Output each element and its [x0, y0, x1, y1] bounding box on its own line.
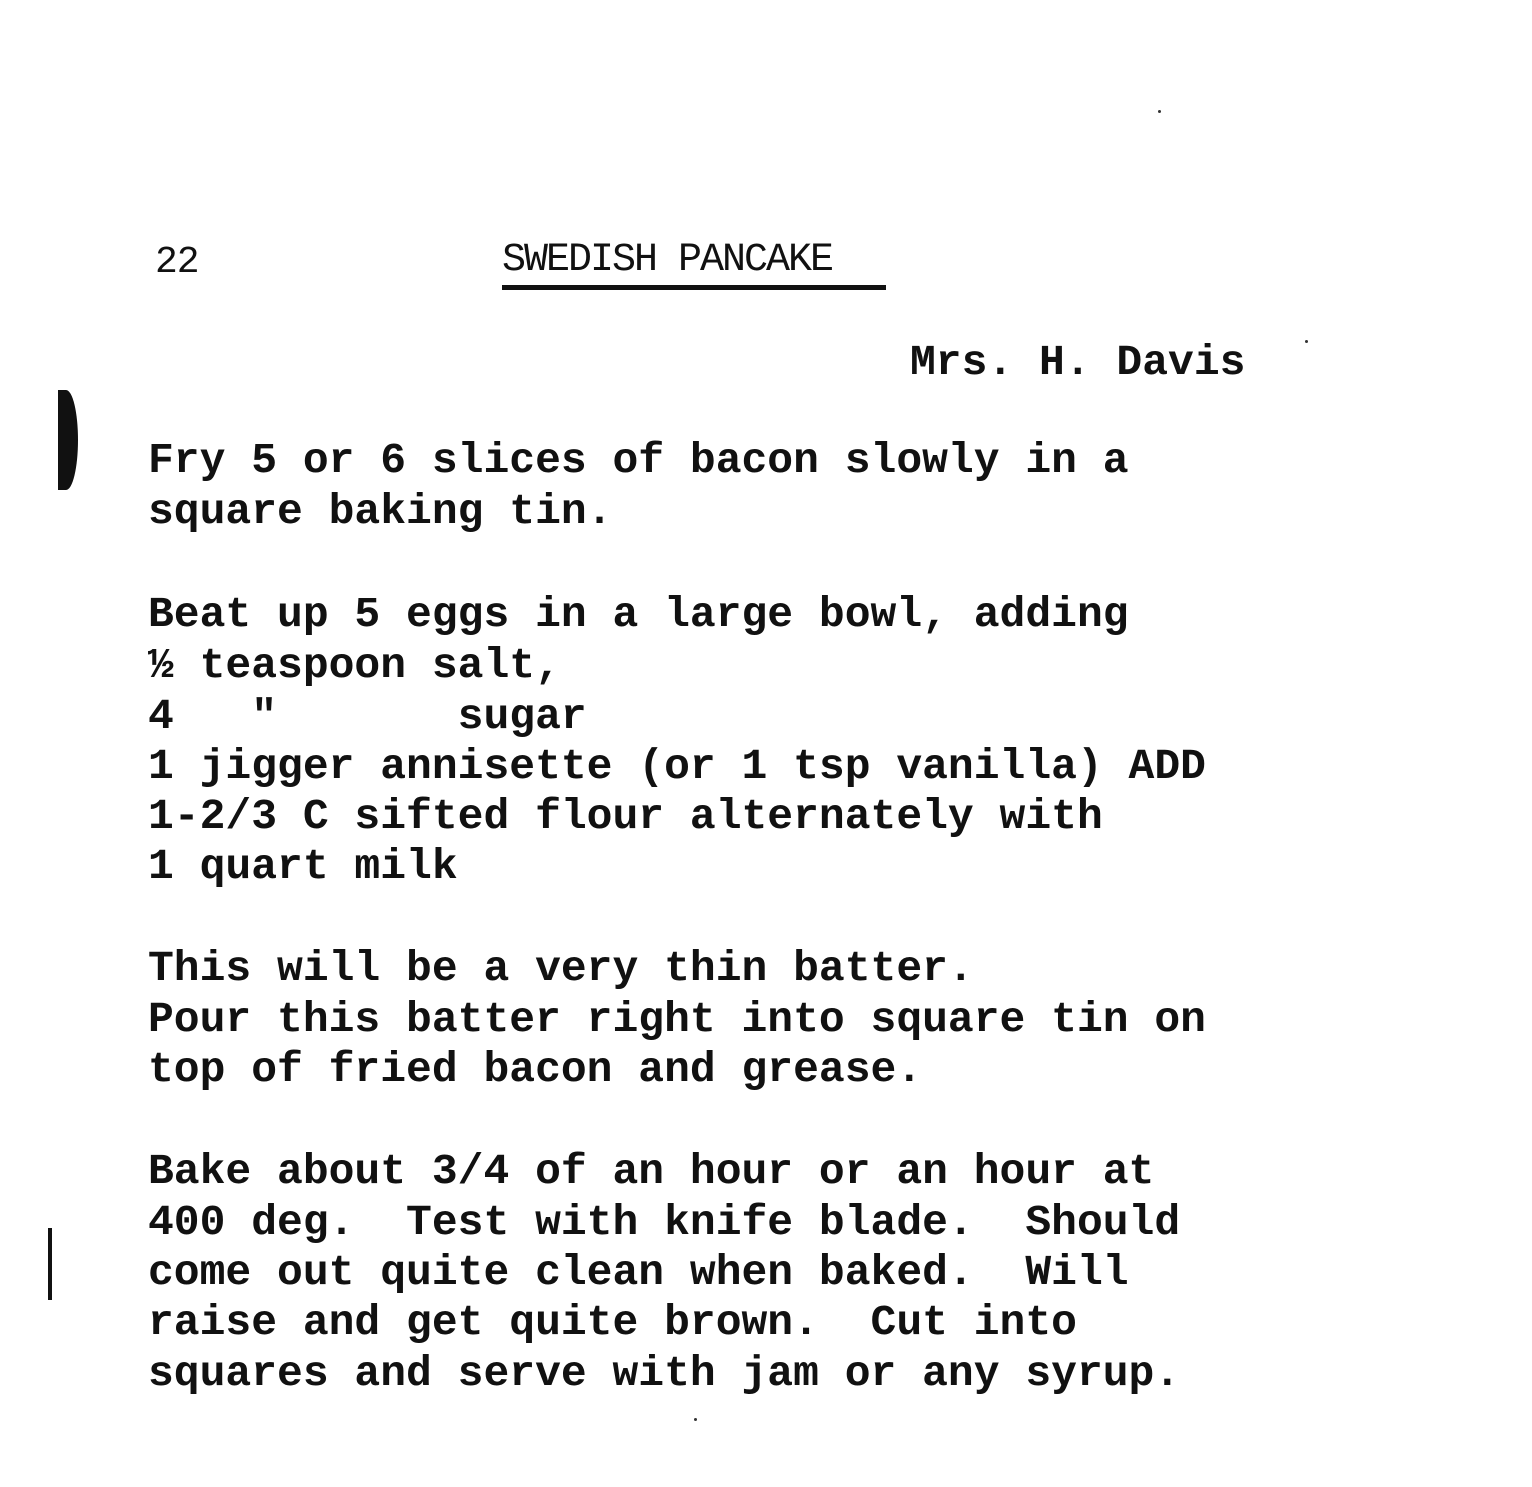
recipe-line: 400 deg. Test with knife blade. Should	[148, 1198, 1181, 1247]
scan-speck	[1305, 340, 1308, 343]
recipe-line: 1 jigger annisette (or 1 tsp vanilla) ADD	[148, 742, 1206, 791]
title-underline	[502, 285, 886, 290]
recipe-line: Fry 5 or 6 slices of bacon slowly in a	[148, 436, 1129, 485]
recipe-line: raise and get quite brown. Cut into	[148, 1298, 1077, 1347]
recipe-line: top of fried bacon and grease.	[148, 1045, 923, 1094]
scan-speck	[1158, 110, 1161, 113]
recipe-title: SWEDISH PANCAKE	[502, 238, 833, 283]
recipe-line: squares and serve with jam or any syrup.	[148, 1349, 1181, 1398]
recipe-line: Bake about 3/4 of an hour or an hour at	[148, 1147, 1155, 1196]
recipe-author: Mrs. H. Davis	[910, 338, 1246, 387]
recipe-line: Pour this batter right into square tin on	[148, 995, 1206, 1044]
recipe-line: This will be a very thin batter.	[148, 944, 974, 993]
page-number: 22	[155, 241, 199, 284]
recipe-line: square baking tin.	[148, 487, 613, 536]
recipe-line: 4 " sugar	[148, 692, 587, 741]
recipe-line: come out quite clean when baked. Will	[148, 1248, 1129, 1297]
scan-edge-mark	[48, 1228, 52, 1300]
recipe-line: 1-2/3 C sifted flour alternately with	[148, 792, 1103, 841]
recipe-line: Beat up 5 eggs in a large bowl, adding	[148, 590, 1129, 639]
scan-edge-mark	[58, 390, 78, 490]
recipe-line: 1 quart milk	[148, 842, 458, 891]
recipe-line: ½ teaspoon salt,	[148, 641, 561, 690]
scan-speck	[694, 1418, 697, 1421]
